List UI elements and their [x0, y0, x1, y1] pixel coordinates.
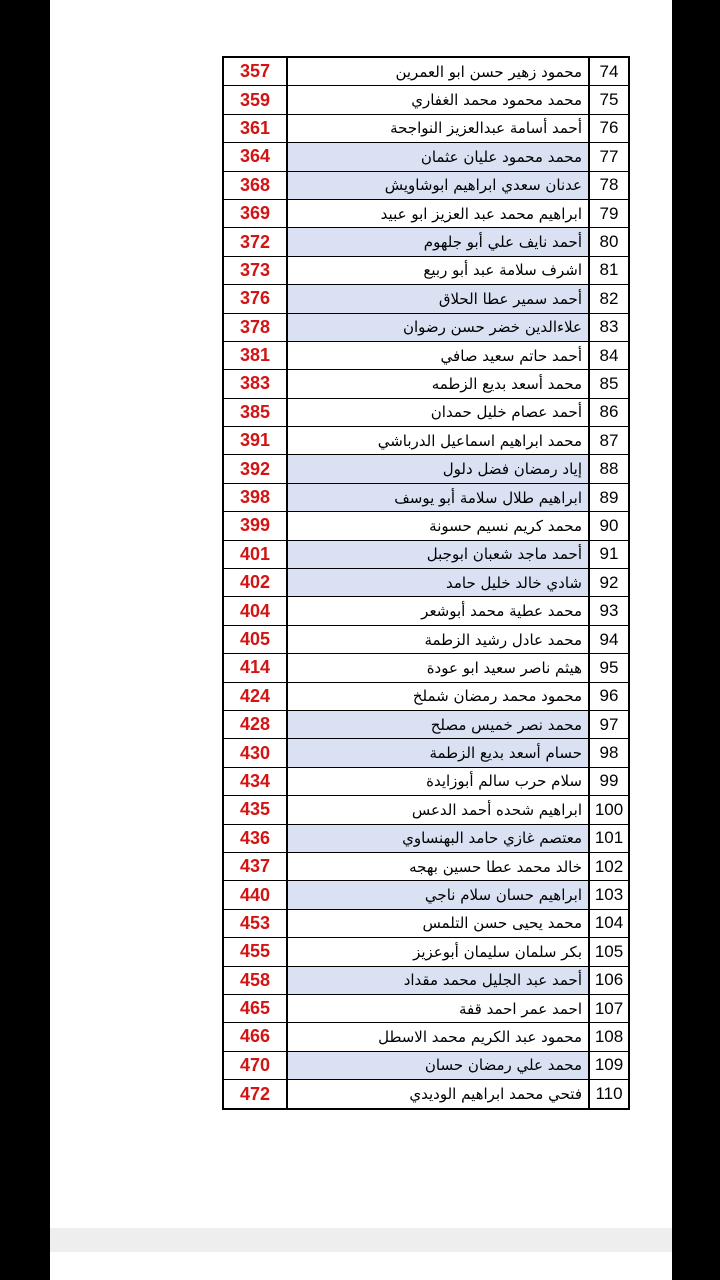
- name-cell: محمد أسعد بديع الزطمه: [288, 370, 590, 397]
- serial-number-cell: 81: [590, 257, 628, 284]
- name-cell: سلام حرب سالم أبوزايدة: [288, 768, 590, 795]
- score-cell: 401: [224, 541, 288, 568]
- serial-number-cell: 74: [590, 58, 628, 85]
- score-cell: 455: [224, 938, 288, 965]
- score-cell: 378: [224, 314, 288, 341]
- serial-number-cell: 106: [590, 967, 628, 994]
- name-cell: حسام أسعد بديع الزطمة: [288, 739, 590, 766]
- results-table: [222, 56, 630, 1110]
- score-cell: 453: [224, 910, 288, 937]
- serial-number-cell: 92: [590, 569, 628, 596]
- table-row: [224, 399, 628, 427]
- score-cell: 385: [224, 399, 288, 426]
- table-row: [224, 86, 628, 114]
- name-cell: أحمد سمير عطا الحلاق: [288, 285, 590, 312]
- table-row: [224, 228, 628, 256]
- table-row: [224, 910, 628, 938]
- bottom-band: [50, 1228, 672, 1252]
- score-cell: 405: [224, 626, 288, 653]
- name-cell: ابراهيم حسان سلام ناجي: [288, 881, 590, 908]
- name-cell: عدنان سعدي ابراهيم ابوشاويش: [288, 172, 590, 199]
- name-cell: أحمد ماجد شعبان ابوجبل: [288, 541, 590, 568]
- name-cell: ابراهيم محمد عبد العزيز ابو عبيد: [288, 200, 590, 227]
- score-cell: 470: [224, 1052, 288, 1079]
- serial-number-cell: 102: [590, 853, 628, 880]
- name-cell: محمد يحيى حسن التلمس: [288, 910, 590, 937]
- score-cell: 357: [224, 58, 288, 85]
- name-cell: محمد علي رمضان حسان: [288, 1052, 590, 1079]
- score-cell: 376: [224, 285, 288, 312]
- name-cell: محمود عبد الكريم محمد الاسطل: [288, 1023, 590, 1050]
- score-cell: 437: [224, 853, 288, 880]
- serial-number-cell: 86: [590, 399, 628, 426]
- score-cell: 404: [224, 597, 288, 624]
- name-cell: أحمد عصام خليل حمدان: [288, 399, 590, 426]
- name-cell: أحمد عبد الجليل محمد مقداد: [288, 967, 590, 994]
- name-cell: أحمد حاتم سعيد صافي: [288, 342, 590, 369]
- serial-number-cell: 93: [590, 597, 628, 624]
- name-cell: محمد عادل رشيد الزطمة: [288, 626, 590, 653]
- table-row: [224, 597, 628, 625]
- serial-number-cell: 89: [590, 484, 628, 511]
- table-row: [224, 455, 628, 483]
- name-cell: شادي خالد خليل حامد: [288, 569, 590, 596]
- name-cell: ابراهيم طلال سلامة أبو يوسف: [288, 484, 590, 511]
- table-row: [224, 967, 628, 995]
- name-cell: بكر سلمان سليمان أبوعزيز: [288, 938, 590, 965]
- score-cell: 383: [224, 370, 288, 397]
- serial-number-cell: 78: [590, 172, 628, 199]
- serial-number-cell: 76: [590, 115, 628, 142]
- serial-number-cell: 83: [590, 314, 628, 341]
- score-cell: 458: [224, 967, 288, 994]
- table-row: [224, 654, 628, 682]
- serial-number-cell: 91: [590, 541, 628, 568]
- table-row: [224, 995, 628, 1023]
- table-row: [224, 825, 628, 853]
- serial-number-cell: 108: [590, 1023, 628, 1050]
- table-row: [224, 314, 628, 342]
- name-cell: هيثم ناصر سعيد ابو عودة: [288, 654, 590, 681]
- name-cell: محمد ابراهيم اسماعيل الدرباشي: [288, 427, 590, 454]
- serial-number-cell: 103: [590, 881, 628, 908]
- table-row: [224, 1080, 628, 1108]
- name-cell: معتصم غازي حامد البهنساوي: [288, 825, 590, 852]
- score-cell: 434: [224, 768, 288, 795]
- score-cell: 428: [224, 711, 288, 738]
- name-cell: محمود زهير حسن ابو العمرين: [288, 58, 590, 85]
- table-row: [224, 1023, 628, 1051]
- score-cell: 465: [224, 995, 288, 1022]
- table-row: [224, 115, 628, 143]
- serial-number-cell: 84: [590, 342, 628, 369]
- table-row: [224, 569, 628, 597]
- table-row: [224, 484, 628, 512]
- table-row: [224, 739, 628, 767]
- score-cell: 361: [224, 115, 288, 142]
- score-cell: 398: [224, 484, 288, 511]
- table-row: [224, 768, 628, 796]
- table-row: [224, 938, 628, 966]
- table-row: [224, 796, 628, 824]
- score-cell: 466: [224, 1023, 288, 1050]
- score-cell: 381: [224, 342, 288, 369]
- serial-number-cell: 80: [590, 228, 628, 255]
- score-cell: 436: [224, 825, 288, 852]
- score-cell: 373: [224, 257, 288, 284]
- score-cell: 472: [224, 1080, 288, 1108]
- name-cell: إياد رمضان فضل دلول: [288, 455, 590, 482]
- table-row: [224, 1052, 628, 1080]
- table-row: [224, 427, 628, 455]
- serial-number-cell: 104: [590, 910, 628, 937]
- score-cell: 430: [224, 739, 288, 766]
- name-cell: أحمد نايف علي أبو جلهوم: [288, 228, 590, 255]
- serial-number-cell: 95: [590, 654, 628, 681]
- table-row: [224, 512, 628, 540]
- score-cell: 369: [224, 200, 288, 227]
- table-row: [224, 370, 628, 398]
- table-row: [224, 257, 628, 285]
- serial-number-cell: 110: [590, 1080, 628, 1108]
- table-row: [224, 626, 628, 654]
- serial-number-cell: 77: [590, 143, 628, 170]
- name-cell: فتحي محمد ابراهيم الوديدي: [288, 1080, 590, 1108]
- serial-number-cell: 107: [590, 995, 628, 1022]
- score-cell: 402: [224, 569, 288, 596]
- score-cell: 424: [224, 683, 288, 710]
- serial-number-cell: 87: [590, 427, 628, 454]
- table-row: [224, 683, 628, 711]
- name-cell: محمد محمود عليان عثمان: [288, 143, 590, 170]
- score-cell: 359: [224, 86, 288, 113]
- serial-number-cell: 94: [590, 626, 628, 653]
- table-row: [224, 853, 628, 881]
- score-cell: 391: [224, 427, 288, 454]
- name-cell: علاءالدين خضر حسن رضوان: [288, 314, 590, 341]
- score-cell: 435: [224, 796, 288, 823]
- serial-number-cell: 100: [590, 796, 628, 823]
- table-row: [224, 58, 628, 86]
- table-row: [224, 285, 628, 313]
- serial-number-cell: 96: [590, 683, 628, 710]
- serial-number-cell: 88: [590, 455, 628, 482]
- table-row: [224, 143, 628, 171]
- serial-number-cell: 109: [590, 1052, 628, 1079]
- serial-number-cell: 85: [590, 370, 628, 397]
- serial-number-cell: 98: [590, 739, 628, 766]
- table-row: [224, 200, 628, 228]
- table-row: [224, 342, 628, 370]
- score-cell: 414: [224, 654, 288, 681]
- score-cell: 368: [224, 172, 288, 199]
- name-cell: أحمد أسامة عبدالعزيز النواجحة: [288, 115, 590, 142]
- name-cell: محمد محمود محمد الغفاري: [288, 86, 590, 113]
- serial-number-cell: 75: [590, 86, 628, 113]
- score-cell: 440: [224, 881, 288, 908]
- table-row: [224, 541, 628, 569]
- name-cell: ابراهيم شحده أحمد الدعس: [288, 796, 590, 823]
- name-cell: محمد عطية محمد أبوشعر: [288, 597, 590, 624]
- serial-number-cell: 97: [590, 711, 628, 738]
- table-row: [224, 881, 628, 909]
- serial-number-cell: 99: [590, 768, 628, 795]
- name-cell: اشرف سلامة عبد أبو ربيع: [288, 257, 590, 284]
- serial-number-cell: 101: [590, 825, 628, 852]
- score-cell: 399: [224, 512, 288, 539]
- table-row: [224, 172, 628, 200]
- score-cell: 392: [224, 455, 288, 482]
- name-cell: محمود محمد رمضان شملخ: [288, 683, 590, 710]
- score-cell: 364: [224, 143, 288, 170]
- serial-number-cell: 79: [590, 200, 628, 227]
- name-cell: محمد نصر خميس مصلح: [288, 711, 590, 738]
- serial-number-cell: 90: [590, 512, 628, 539]
- name-cell: خالد محمد عطا حسين بهجه: [288, 853, 590, 880]
- name-cell: احمد عمر احمد قفة: [288, 995, 590, 1022]
- serial-number-cell: 82: [590, 285, 628, 312]
- score-cell: 372: [224, 228, 288, 255]
- serial-number-cell: 105: [590, 938, 628, 965]
- name-cell: محمد كريم نسيم حسونة: [288, 512, 590, 539]
- table-row: [224, 711, 628, 739]
